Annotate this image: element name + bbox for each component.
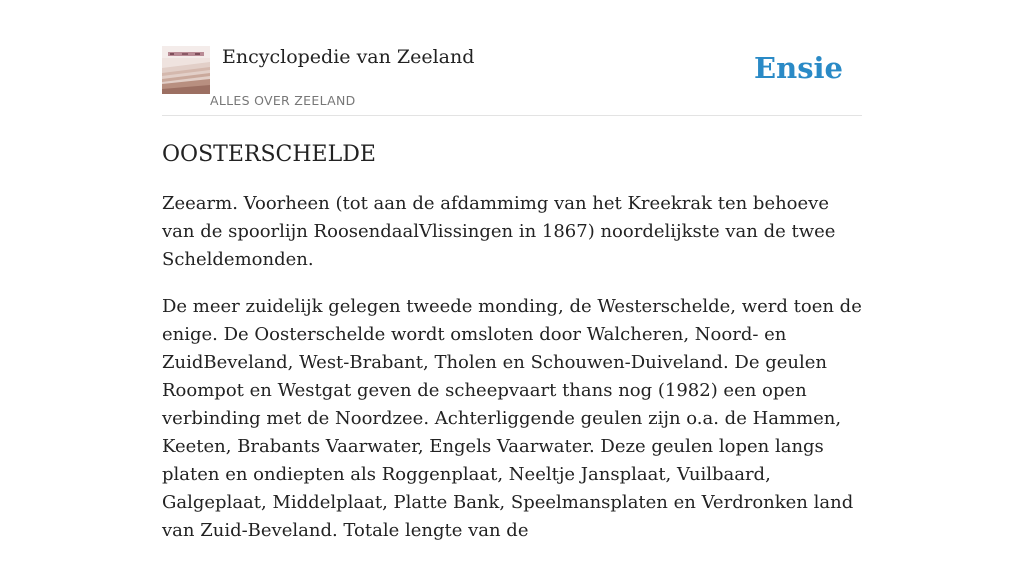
- brand-logo[interactable]: Ensie: [754, 51, 843, 85]
- book-image-icon: [162, 46, 210, 94]
- article-paragraph: Zeearm. Voorheen (tot aan de afdammimg van het Kreekrak ten behoeve van de spoorlijn RoosendaalVlissingen in 1867) noordelijkste van de twee Scheldemonden.: [162, 193, 836, 270]
- site-header: [162, 0, 862, 116]
- site-logo-avatar[interactable]: [162, 46, 210, 94]
- article: [162, 138, 862, 564]
- article-title: OOSTERSCHELDE: [162, 142, 376, 167]
- site-subtitle: ALLES OVER ZEELAND: [210, 93, 356, 108]
- site-title[interactable]: Encyclopedie van Zeeland: [222, 46, 475, 68]
- article-paragraph: De meer zuidelijk gelegen tweede monding, de Westerschelde, werd toen de enige. De Oosterschelde wordt omsloten door Walcheren, Noord- en ZuidBeveland, West-Brabant, Tholen en Schouwen-Duiveland. De geulen Roompot en Westgat geven de scheepvaart thans nog (1982) een open verbinding met de Noordzee. Achterliggende geulen zijn o.a. de Hammen, Keeten, Brabants Vaarwater, Engels Vaarwater. Deze geulen lopen langs platen en ondiepten als Roggenplaat, Neeltje Jansplaat, Vuilbaard, Galgeplaat, Middelplaat, Platte Bank, Speelmansplaten en Verdronken land van Zuid-Beveland. Totale lengte van de: [162, 296, 862, 541]
